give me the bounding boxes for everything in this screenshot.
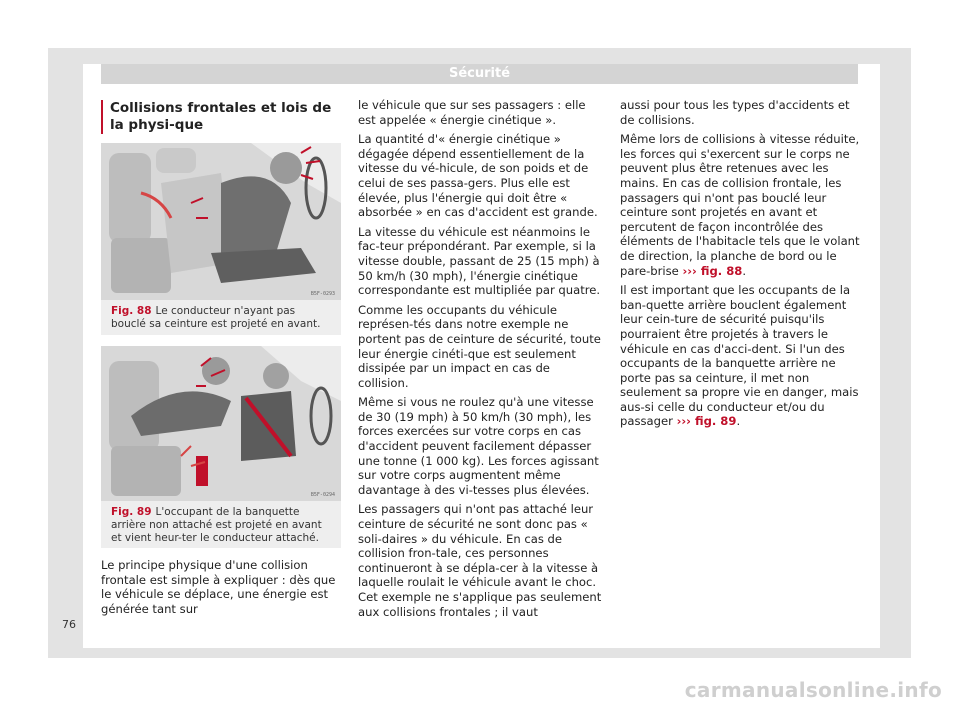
figure-89-illustration bbox=[101, 346, 341, 501]
figure-88-caption bbox=[111, 305, 333, 331]
col3-paragraph-1: aussi pour tous les types d'accidents et de collisions. bbox=[620, 98, 850, 127]
figure-88 bbox=[101, 143, 341, 335]
figure-88-illustration bbox=[101, 143, 341, 300]
col3-paragraph-2: Même lors de collisions à vitesse réduite, les forces qui s'exercent sur le corps ne peuvent plus être retenues avec les mains. En cas de collision frontale, les passagers qui n'ont pas bouclé leur ceinture sont projetés en avant et percutent de façon incontrôlée des éléments de l'habitacle tels que le volant de direction, la planche de bord ou le pare-brise ››› fig. 88. bbox=[620, 132, 860, 278]
figure-88-code: B5F-0293 bbox=[310, 291, 335, 297]
col2-paragraph-4: Comme les occupants du véhicule représen-tés dans notre exemple ne portent pas de ceinture de sécurité, toute leur énergie cinéti-que est seulement dissipée par un impact en cas de collision. bbox=[358, 302, 601, 390]
section-header: Sécurité bbox=[101, 64, 858, 84]
figure-88-label: Fig. 88 bbox=[111, 305, 152, 317]
figure-89-code: B5F-0294 bbox=[310, 492, 335, 498]
figure-89 bbox=[101, 346, 341, 548]
page-number: 76 bbox=[62, 618, 76, 631]
col2-paragraph-2: La quantité d'« énergie cinétique » dégagée dépend essentiellement de la vitesse du vé-hicule, de son poids et de celui de ses passa-gers. Plus elle est élevée, plus l'énergie qui doit être « absorbée » en cas d'accident est grande. bbox=[358, 132, 598, 220]
col2-paragraph-6: Les passagers qui n'ont pas attaché leur ceinture de sécurité ne sont donc pas « soli-daires » du véhicule. En cas de collision fron-tale, ces personnes continueront à se dépla-cer à la vitesse à laquelle roulait le véhicule avant le choc. Cet exemple ne s'applique pas seulement aux collisions frontales ; il vaut bbox=[358, 502, 602, 619]
column-1 bbox=[101, 558, 339, 621]
figure-88-caption-text: Le conducteur n'ayant pas bouclé sa ceinture est projeté en avant. bbox=[111, 305, 321, 330]
fig-89-reference-link[interactable]: ››› fig. 89 bbox=[676, 414, 737, 429]
figure-89-label: Fig. 89 bbox=[111, 506, 152, 518]
col3-paragraph-2-text: Même lors de collisions à vitesse réduite, les forces qui s'exercent sur le corps ne peuvent plus être retenues avec les mains. En cas de collision frontale, les passagers qui n'ont pas bouclé leur ceinture sont projetés en avant et percutent de façon incontrôlée des éléments de l'habitacle tels que le volant de direction, la planche de bord ou le pare-brise bbox=[620, 132, 860, 278]
watermark: carmanualsonline.info bbox=[684, 678, 942, 702]
col1-paragraph-1: Le principe physique d'une collision frontale est simple à expliquer : dès que le véhicule se déplace, une énergie est générée tant sur bbox=[101, 558, 336, 616]
col3-paragraph-3: Il est important que les occupants de la ban-quette arrière bouclent également leur cein-ture de sécurité puisqu'ils pourraient être projetés à travers le véhicule en cas d'acci-dent. Si l'un des occupants de la banquette arrière ne porte pas sa ceinture, il met non seulement sa propre vie en danger, mais aus-si celle du conducteur et/ou du passager ››› fig. 89. bbox=[620, 283, 859, 429]
fig-88-reference-link[interactable]: ››› fig. 88 bbox=[682, 263, 743, 278]
section-title: Collisions frontales et lois de la physi-que bbox=[101, 100, 345, 134]
figure-89-caption bbox=[111, 506, 333, 545]
column-3 bbox=[620, 98, 864, 434]
col2-paragraph-1: le véhicule que sur ses passagers : elle est appelée « énergie cinétique ». bbox=[358, 98, 586, 127]
column-2 bbox=[358, 98, 604, 624]
figure-89-caption-text: L'occupant de la banquette arrière non attaché est projeté en avant et vient heur-ter le conducteur attaché. bbox=[111, 506, 322, 544]
col2-paragraph-3: La vitesse du véhicule est néanmoins le fac-teur prépondérant. Par exemple, si la vitesse double, passant de 25 (15 mph) à 50 km/h (30 mph), l'énergie cinétique correspondante est multipliée par quatre. bbox=[358, 224, 601, 298]
col3-paragraph-3-text: Il est important que les occupants de la ban-quette arrière bouclent également leur cein-ture de sécurité puisqu'ils pourraient être projetés à travers le véhicule en cas d'acci-dent. Si l'un des occupants de la banquette arrière ne porte pas sa ceinture, il met non seulement sa propre vie en danger, mais aus-si celle du conducteur et/ou du passager bbox=[620, 283, 859, 429]
col2-paragraph-5: Même si vous ne roulez qu'à une vitesse de 30 (19 mph) à 50 km/h (30 mph), les forces exercées sur votre corps en cas d'accident peuvent facilement dépasser une tonne (1 000 kg). Les forces agissant sur votre corps augmentent même davantage à des vi-tesses plus élevées. bbox=[358, 395, 599, 497]
